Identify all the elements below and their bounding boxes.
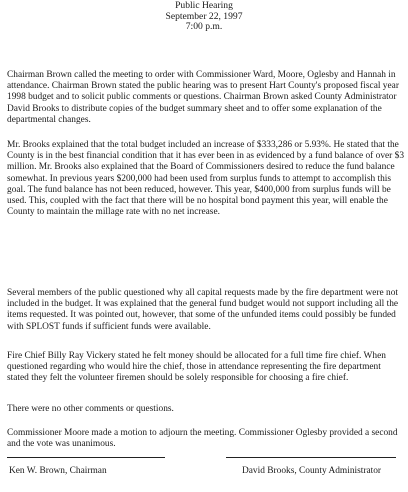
paragraph-adjourn <box>7 428 405 450</box>
document-header <box>0 1 408 33</box>
signature-name-chairman: Ken W. Brown, Chairman <box>9 466 107 476</box>
paragraph-text: There were no other comments or questions. <box>7 404 174 414</box>
hearing-time: 7:00 p.m. <box>185 21 223 33</box>
paragraph-text: Mr. Brooks explained that the total budget included an increase of $333,286 or 5.93%. He stated that the County is in the best financial condition that it has ever been in as evidenced by a fund balance of over $3 million. Mr. Brooks also explained that the Board of Commissioners desired to reduce the fund balance somewhat. In previous years $200,000 had been used from surplus funds to attempt to accomplish this goal. The fund balance has not been reduced, however. This year, $400,000 from surplus funds will be used. This, coupled with the fact that there will be no hospital bond payment this year, will enable the County to maintain the millage rate with no net increase. <box>7 140 405 218</box>
paragraph-no-comments <box>7 404 405 415</box>
signature-name-administrator: David Brooks, County Administrator <box>242 466 382 476</box>
paragraph-budget-explanation <box>7 140 405 218</box>
paragraph-text: Several members of the public questioned why all capital requests made by the fire department were not included in the budget. It was explained that the general fund budget would not support including all the items requested. It was pointed out, however, that some of the unfunded items could possibly be funded with SPLOST funds if sufficient funds were available. <box>7 288 399 332</box>
document-title: Public Hearing <box>175 0 233 11</box>
paragraph-public-questions <box>7 288 405 333</box>
paragraph-text: Fire Chief Billy Ray Vickery stated he felt money should be allocated for a full time fire chief. When questioned regarding who would hire the chief, those in attendance representing the fire department stated they felt the volunteer firemen should be solely responsible for choosing a fire chief. <box>7 351 386 384</box>
paragraph-text: Commissioner Moore made a motion to adjourn the meeting. Commissioner Oglesby provided a second and the vote was unanimous. <box>7 428 398 450</box>
paragraph-fire-chief <box>7 351 405 385</box>
signature-line-administrator <box>226 457 396 458</box>
paragraph-text: Chairman Brown called the meeting to order with Commissioner Ward, Moore, Oglesby and Hannah in attendance. Chairman Brown stated the public hearing was to present Hart County's proposed fiscal year 1998 budget and to solicit public comments or questions. Chairman Brown asked County Administrator David Brooks to distribute copies of the budget summary sheet and to offer some explanation of the departmental changes. <box>7 70 399 125</box>
signature-line-chairman <box>7 457 165 458</box>
paragraph-call-to-order <box>7 70 405 126</box>
hearing-date: September 22, 1997 <box>165 10 243 22</box>
